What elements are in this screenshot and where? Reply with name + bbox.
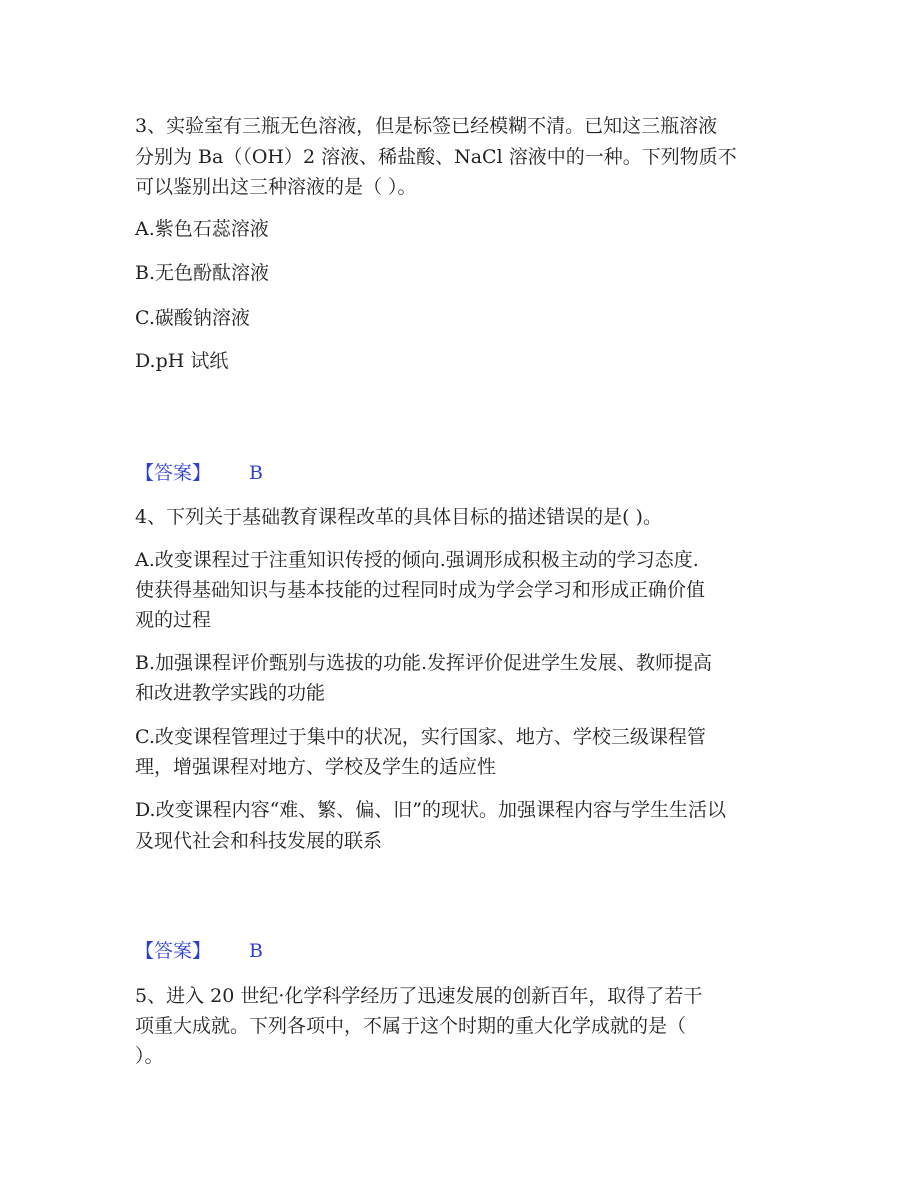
answer-value: B: [249, 462, 263, 484]
question-3-stem-line-1: 3、实验室有三瓶无色溶液，但是标签已经模糊不清。已知这三瓶溶液: [135, 115, 718, 137]
question-3-stem-line-3: 可以鉴别出这三种溶液的是（ ）。: [135, 176, 417, 198]
question-4-stem: 4、下列关于基础教育课程改革的具体目标的描述错误的是( )。: [135, 506, 662, 528]
question-3-option-a: A.紫色石蕊溶液: [135, 218, 269, 240]
question-3-stem-line-2: 分别为 Ba（（OH）2 溶液、稀盐酸、NaCl 溶液中的一种。下列物质不: [135, 146, 737, 168]
question-3-option-c: C.碳酸钠溶液: [135, 307, 250, 329]
question-3-option-b: B.无色酚酞溶液: [135, 262, 270, 284]
question-4-answer: [135, 939, 263, 963]
question-4-option-c-line-2: 理，增强课程对地方、学校及学生的适应性: [135, 756, 497, 778]
question-4-option-b-line-2: 和改进教学实践的功能: [135, 682, 326, 704]
question-4-option-a-line-2: 使获得基础知识与基本技能的过程同时成为学会学习和形成正确价值: [135, 579, 706, 601]
question-3-option-d: D.pH 试纸: [135, 350, 229, 372]
question-4-option-a-line-3: 观的过程: [135, 609, 212, 631]
question-4-option-d-line-2: 及现代社会和科技发展的联系: [135, 830, 383, 852]
question-3-answer: [135, 461, 263, 485]
answer-tag: 【答案】: [135, 462, 212, 484]
question-5-stem-line-3: ）。: [135, 1045, 164, 1067]
question-4-option-c-line-1: C.改变课程管理过于集中的状况，实行国家、地方、学校三级课程管: [135, 726, 706, 748]
question-5-stem-line-1: 5、进入 20 世纪·化学科学经历了迅速发展的创新百年，取得了若干: [135, 985, 703, 1007]
answer-tag: 【答案】: [135, 940, 212, 962]
question-4-option-a-line-1: A.改变课程过于注重知识传授的倾向.强调形成积极主动的学习态度.: [135, 549, 699, 571]
answer-value: B: [249, 940, 263, 962]
question-4-option-d-line-1: D.改变课程内容“难、繁、偏、旧”的现状。加强课程内容与学生生活以: [135, 799, 727, 821]
question-5-stem-line-2: 项重大成就。下列各项中，不属于这个时期的重大化学成就的是（: [135, 1015, 687, 1037]
question-4-option-b-line-1: B.加强课程评价甄别与选拔的功能.发挥评价促进学生发展、教师提高: [135, 652, 713, 674]
